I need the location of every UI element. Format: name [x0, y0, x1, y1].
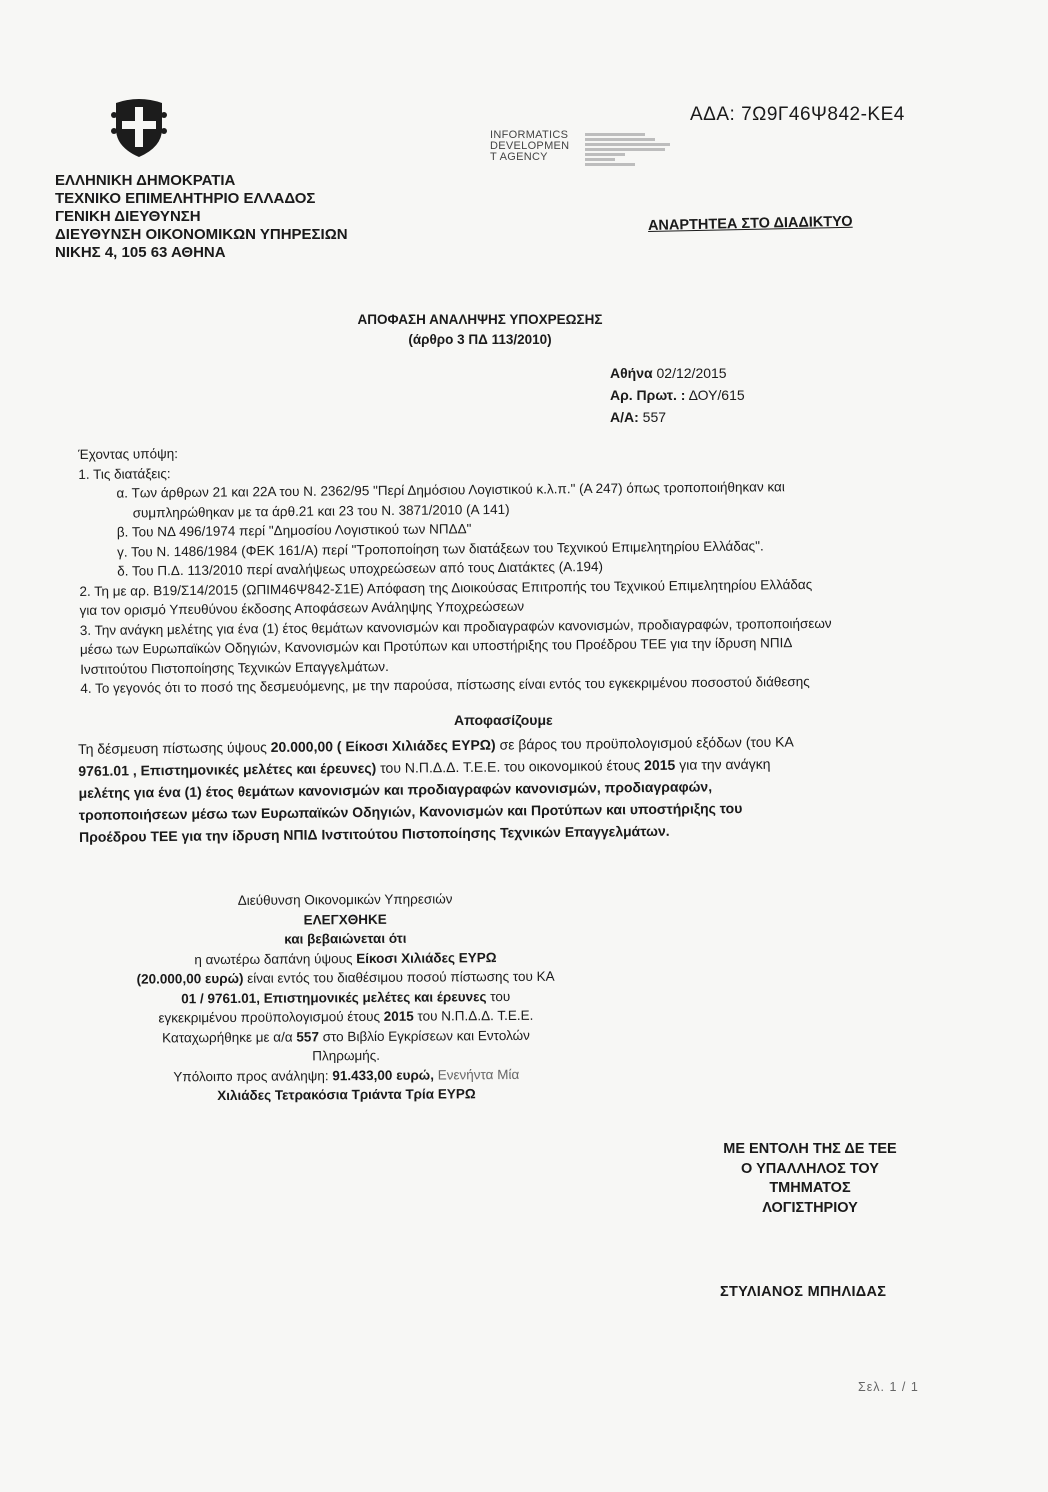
stamp-line: INFORMATICS — [490, 129, 569, 141]
decision-budget-code: 9761.01 , Επιστημονικές μελέτες και έρευνες) — [78, 759, 377, 779]
stamp-line: DEVELOPMEN — [490, 140, 570, 152]
consideration-line: δ. Του Π.Δ. 113/2010 περί αναλήψεως υποχρεώσεων από τους Διατάκτες (Α.194) — [117, 558, 604, 579]
verification-part: Καταχωρήθηκε με α/α — [162, 1028, 297, 1045]
informatics-stamp — [490, 130, 690, 182]
document-date: 02/12/2015 — [656, 365, 727, 381]
protocol-label: Αρ. Πρωτ. : — [610, 387, 686, 403]
post-online-notice: ΑΝΑΡΤΗΤΕΑ ΣΤΟ ΔΙΑΔΙΚΤΥΟ — [647, 213, 853, 234]
org-line: ΤΕΧΝΙΚΟ ΕΠΙΜΕΛΗΤΗΡΙΟ ΕΛΛΑΔΟΣ — [55, 190, 316, 207]
verification-line: Πληρωμής. — [312, 1047, 381, 1064]
page-number: Σελ. 1 / 1 — [858, 1380, 919, 1394]
org-line: ΕΛΛΗΝΙΚΗ ΔΗΜΟΚΡΑΤΙΑ — [55, 172, 236, 189]
considerations-section — [78, 436, 990, 698]
signer-name: ΣΤΥΛΙΑΝΟΣ ΜΠΗΛΙΔΑΣ — [720, 1284, 887, 1300]
remaining-amount: 91.433,00 ευρώ, — [332, 1067, 434, 1083]
consideration-line: 3. Την ανάγκη μελέτης για ένα (1) έτος θεμάτων κανονισμών και προδιαγραφών κανονισμών, προδιαγραφών, τροποποιήσεων — [79, 615, 832, 638]
verification-line: και βεβαιώνεται ότι — [284, 930, 407, 947]
verification-part: στο Βιβλίο Εγκρίσεων και Εντολών — [318, 1027, 530, 1044]
decision-amount: 20.000,00 ( Είκοσι Χιλιάδες ΕΥΡΩ) — [270, 736, 496, 755]
stamp-fine-print — [585, 131, 685, 168]
decision-text-part: για την ανάγκη — [675, 755, 771, 773]
consideration-line: β. Του ΝΔ 496/1974 περί "Δημοσίου Λογιστικού των ΝΠΔΔ" — [116, 521, 472, 540]
consideration-line: 1. Τις διατάξεις: — [78, 465, 171, 482]
verification-line: Διεύθυνση Οικονομικών Υπηρεσιών — [237, 891, 453, 908]
verification-line: Χιλιάδες Τετρακόσια Τριάντα Τρία ΕΥΡΩ — [217, 1086, 476, 1104]
greek-coat-of-arms-icon — [110, 95, 168, 159]
decision-text-part: του Ν.Π.Δ.Δ. Τ.Ε.Ε. του οικονομικού έτους — [376, 757, 645, 776]
org-line: ΓΕΝΙΚΗ ΔΙΕΥΘΥΝΣΗ — [55, 208, 201, 225]
decision-text-part: σε βάρος του προϋπολογισμού εξόδων (του ΚΑ — [495, 733, 794, 753]
consideration-line: συμπληρώθηκαν με τα άρθ.21 και 23 του Ν. 3871/2010 (Α 141) — [132, 501, 510, 520]
considerations-intro: Έχοντας υπόψη: — [78, 446, 179, 462]
stamp-line: T AGENCY — [490, 151, 548, 163]
verification-part: του — [486, 988, 511, 1004]
decision-text-line: τροποποιήσεων μέσω των Ευρωπαϊκών Οδηγιών, Κανονισμών και Προτύπων και υποστήριξης του — [78, 800, 743, 823]
consideration-line: Ινστιτούτου Πιστοποίησης Τεχνικών Επαγγελμάτων. — [80, 658, 389, 677]
consideration-line: για τον ορισμό Υπευθύνου έκδοσης Αποφάσεων Ανάληψης Υποχρεώσεων — [79, 598, 525, 618]
decision-year: 2015 — [644, 756, 676, 774]
verification-part: εγκεκριμένου προϋπολογισμού έτους — [158, 1008, 384, 1026]
document-title — [320, 310, 640, 350]
organization-header — [55, 172, 348, 262]
decision-text-line: Προέδρου ΤΕΕ για την ίδρυση ΝΠΙΔ Ινστιτούτου Πιστοποίησης Τεχνικών Επαγγελμάτων. — [78, 822, 670, 845]
consideration-line: 2. Τη με αρ. Β19/Σ14/2015 (ΩΠΙΜ46Ψ842-Σ1Ε) Απόφαση της Διοικούσας Επιτροπής του Τεχνικού Επιμελητηρίου Ελλάδας — [79, 576, 813, 599]
verification-part: Υπόλοιπο προς ανάληψη: — [173, 1067, 333, 1084]
title-subline: (άρθρο 3 ΠΔ 113/2010) — [408, 332, 552, 347]
protocol-number: ΔΟΥ/615 — [688, 387, 745, 403]
document-meta — [610, 362, 745, 428]
decision-text — [78, 729, 979, 848]
verification-amount: (20.000,00 ευρώ) — [136, 970, 244, 987]
verification-part: η ανωτέρω δαπάνη ύψους — [194, 950, 357, 967]
verification-budget-code: 01 / 9761.01, Επιστημονικές μελέτες και έρευνες — [181, 988, 487, 1006]
decision-text-line: μελέτης για ένα (1) έτος θεμάτων κανονισμών και προδιαγραφών κανονισμών, προδιαγραφών, — [78, 778, 713, 801]
aa-label: Α/Α: — [610, 409, 639, 425]
consideration-line: 4. Το γεγονός ότι το ποσό της δεσμευόμενης, με την παρούσα, πίστωσης είναι εντός του εγκεκριμένου ποσοστού διάθεσης — [80, 673, 810, 696]
order-line: ΤΜΗΜΑΤΟΣ — [769, 1180, 851, 1196]
verification-part: Ενενήντα Μία — [433, 1066, 520, 1083]
consideration-line: γ. Του Ν. 1486/1984 (ΦΕΚ 161/Α) περί "Τροποποίηση των διατάξεων του Τεχνικού Επιμελητηρίου Ελλάδας". — [116, 537, 764, 560]
org-line: ΝΙΚΗΣ 4, 105 63 ΑΘΗΝΑ — [55, 244, 226, 261]
verification-amount-words: Είκοσι Χιλιάδες ΕΥΡΩ — [356, 949, 497, 966]
consideration-line: α. Των άρθρων 21 και 22Α του Ν. 2362/95 "Περί Δημόσιου Λογιστικού κ.λ.π." (Α 247) όπως τροποποιήθηκαν και — [116, 479, 785, 501]
aa-number: 557 — [642, 409, 667, 425]
order-line: ΛΟΓΙΣΤΗΡΙΟΥ — [762, 1199, 858, 1216]
verification-year: 2015 — [383, 1008, 414, 1024]
order-line: ΜΕ ΕΝΤΟΛΗ ΤΗΣ ΔΕ ΤΕΕ — [723, 1141, 897, 1157]
order-block — [700, 1140, 920, 1218]
verification-aa: 557 — [296, 1028, 319, 1044]
order-line: Ο ΥΠΑΛΛΗΛΟΣ ΤΟΥ — [741, 1160, 879, 1177]
verification-part: του Ν.Π.Δ.Δ. Τ.Ε.Ε. — [413, 1007, 534, 1024]
verification-part: είναι εντός του διαθέσιμου ποσού πίστωσης του ΚΑ — [243, 968, 555, 986]
verification-block — [80, 888, 611, 1106]
city-label: Αθήνα — [610, 365, 653, 381]
decision-heading: Αποφασίζουμε — [454, 712, 553, 728]
consideration-line: μέσω των Ευρωπαϊκών Οδηγιών, Κανονισμών και Προτύπων και υποστήριξης του Προέδρου ΤΕΕ για την ίδρυση ΝΠΙΔ — [79, 635, 793, 657]
title-line: ΑΠΟΦΑΣΗ ΑΝΑΛΗΨΗΣ ΥΠΟΧΡΕΩΣΗΣ — [357, 312, 603, 327]
verification-line: ΕΛΕΓΧΘΗΚΕ — [303, 911, 387, 927]
ada-code: ΑΔΑ: 7Ω9Γ46Ψ842-ΚΕ4 — [690, 104, 905, 125]
org-line: ΔΙΕΥΘΥΝΣΗ ΟΙΚΟΝΟΜΙΚΩΝ ΥΠΗΡΕΣΙΩΝ — [55, 226, 348, 243]
decision-text-part: Τη δέσμευση πίστωσης ύψους — [78, 738, 271, 757]
